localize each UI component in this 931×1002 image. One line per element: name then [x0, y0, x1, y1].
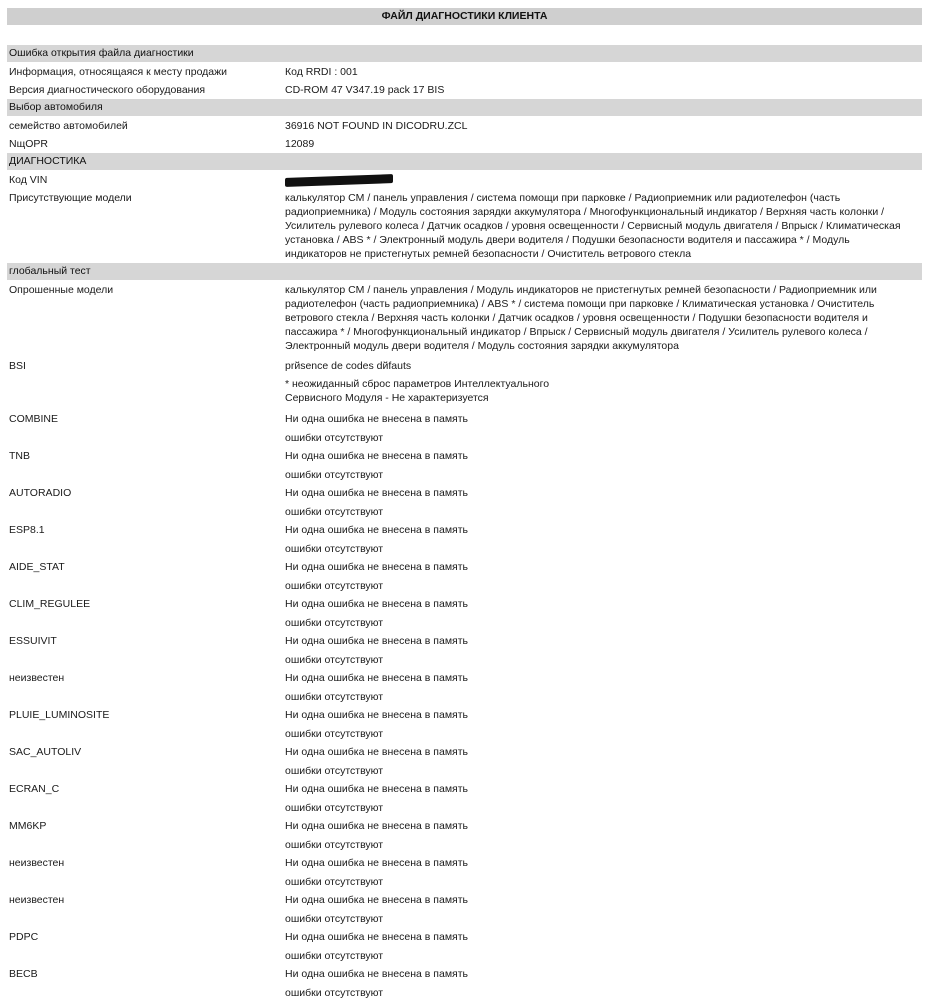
- info-value: 12089: [285, 137, 913, 151]
- info-label: семейство автомобилей: [7, 119, 285, 133]
- ecu-row: [7, 405, 922, 447]
- ecu-status-line: Ни одна ошибка не внесена в память: [285, 706, 913, 725]
- ecu-status-line: Ни одна ошибка не внесена в память: [285, 669, 913, 688]
- ecu-name: неизвестен: [7, 854, 285, 891]
- ecu-row: [7, 706, 922, 743]
- ecu-row-bsi: [7, 355, 922, 405]
- info-label: Версия диагностического оборудования: [7, 83, 285, 97]
- ecu-status-line: ошибки отсутствуют: [285, 688, 913, 707]
- ecu-status-line: Ни одна ошибка не внесена в память: [285, 965, 913, 984]
- ecu-status: [285, 891, 913, 928]
- info-value: CD-ROM 47 V347.19 pack 17 BIS: [285, 83, 913, 97]
- ecu-status-line: ошибки отсутствуют: [285, 947, 913, 966]
- ecu-name: AIDE_STAT: [7, 558, 285, 595]
- ecu-name: BECB: [7, 965, 285, 1002]
- ecu-status-line: ошибки отсутствуют: [285, 762, 913, 781]
- ecu-status-line: Ни одна ошибка не внесена в память: [285, 817, 913, 836]
- info-value: калькулятор CM / панель управления / Модуль индикаторов не пристегнутых ремней безопасности / Радиоприемник или радиотелефон (часть радиоприемника) / ABS * / система помощи при парковке / Климатическая установка / Очиститель ветрового стекла / Верхняя часть колонки / Датчик осадков / уровня освещенности / Подушки безопасности водителя и пассажира * / Многофункциональный индикатор / Впрыск / Сервисный модуль двигателя / Усилитель рулевого колеса / Электронный модуль двери водителя / Модуль состояния зарядки аккумулятора: [285, 283, 913, 353]
- ecu-status-line: Ни одна ошибка не внесена в память: [285, 558, 913, 577]
- ecu-row: [7, 817, 922, 854]
- ecu-status-line: ошибки отсутствуют: [285, 725, 913, 744]
- ecu-row: [7, 854, 922, 891]
- ecu-name: неизвестен: [7, 669, 285, 706]
- ecu-status: [285, 928, 913, 965]
- ecu-status-line: Ни одна ошибка не внесена в память: [285, 410, 913, 429]
- ecu-status-line: Ни одна ошибка не внесена в память: [285, 743, 913, 762]
- ecu-status-line: ошибки отсутствуют: [285, 799, 913, 818]
- info-row-polled: [7, 281, 922, 355]
- ecu-status-line: ошибки отсутствуют: [285, 503, 913, 522]
- ecu-status: [285, 854, 913, 891]
- ecu-status-line: ошибки отсутствуют: [285, 873, 913, 892]
- ecu-name: SAC_AUTOLIV: [7, 743, 285, 780]
- ecu-name: неизвестен: [7, 891, 285, 928]
- ecu-status-line: Ни одна ошибка не внесена в память: [285, 447, 913, 466]
- info-label: Информация, относящаяся к месту продажи: [7, 65, 285, 79]
- ecu-row: [7, 484, 922, 521]
- ecu-status: [285, 706, 913, 743]
- ecu-row: [7, 632, 922, 669]
- ecu-status: [285, 447, 913, 484]
- ecu-status-line: Ни одна ошибка не внесена в память: [285, 632, 913, 651]
- info-row-equipment: [7, 81, 922, 99]
- info-value: калькулятор CM / панель управления / система помощи при парковке / Радиоприемник или радиотелефон (часть радиоприемника) / Модуль состояния зарядки аккумулятора / Многофункциональный индикатор / Верхняя часть колонки / Усилитель рулевого колеса / Датчик осадков / уровня освещенности / Сервисный модуль двигателя / Впрыск / Климатическая установка / ABS * / Электронный модуль двери водителя / Подушки безопасности водителя и пассажира * / Модуль индикаторов не пристегнутых ремней безопасности / Очиститель ветрового стекла: [285, 191, 913, 261]
- ecu-status-line: ошибки отсутствуют: [285, 466, 913, 485]
- info-row-family: [7, 117, 922, 135]
- info-value: 36916 NOT FOUND IN DICODRU.ZCL: [285, 119, 913, 133]
- ecu-row: [7, 965, 922, 1002]
- info-label: Код VIN: [7, 173, 285, 187]
- section-open-error: Ошибка открытия файла диагностики: [7, 45, 922, 62]
- ecu-status-line: ошибки отсутствуют: [285, 429, 913, 448]
- ecu-name: TNB: [7, 447, 285, 484]
- ecu-status: [285, 780, 913, 817]
- ecu-name: BSI: [7, 359, 285, 405]
- ecu-status: [285, 595, 913, 632]
- info-label: Опрошенные модели: [7, 283, 285, 353]
- info-row-sale: [7, 63, 922, 81]
- ecu-status-line: Ни одна ошибка не внесена в память: [285, 854, 913, 873]
- page-title: ФАЙЛ ДИАГНОСТИКИ КЛИЕНТА: [7, 8, 922, 25]
- ecu-status-line: ошибки отсутствуют: [285, 614, 913, 633]
- ecu-status-line: prйsence de codes dйfauts: [285, 359, 913, 373]
- info-value: Код RRDI : 001: [285, 65, 913, 79]
- ecu-status: [285, 484, 913, 521]
- ecu-row: [7, 928, 922, 965]
- ecu-name: PLUIE_LUMINOSITE: [7, 706, 285, 743]
- ecu-status: [285, 743, 913, 780]
- section-diagnostics: ДИАГНОСТИКА: [7, 153, 922, 170]
- ecu-row: [7, 521, 922, 558]
- ecu-status: [285, 558, 913, 595]
- ecu-status-line: Ни одна ошибка не внесена в память: [285, 928, 913, 947]
- ecu-status-line: ошибки отсутствуют: [285, 836, 913, 855]
- ecu-status-line: Ни одна ошибка не внесена в память: [285, 595, 913, 614]
- section-global-test: глобальный тест: [7, 263, 922, 280]
- ecu-status-line: Ни одна ошибка не внесена в память: [285, 780, 913, 799]
- ecu-list: [7, 405, 922, 1002]
- ecu-row: [7, 558, 922, 595]
- ecu-status: [285, 410, 913, 447]
- ecu-status: [285, 632, 913, 669]
- info-row-nopr: [7, 135, 922, 153]
- ecu-row: [7, 447, 922, 484]
- diagnostic-report: [7, 8, 922, 1002]
- info-label: Присутствующие модели: [7, 191, 285, 261]
- section-vehicle-choice: Выбор автомобиля: [7, 99, 922, 116]
- ecu-status: [285, 669, 913, 706]
- ecu-status: [285, 359, 913, 405]
- ecu-name: ECRAN_C: [7, 780, 285, 817]
- ecu-name: AUTORADIO: [7, 484, 285, 521]
- ecu-status-line: ошибки отсутствуют: [285, 651, 913, 670]
- ecu-row: [7, 780, 922, 817]
- info-row-models: [7, 189, 922, 263]
- redacted-vin: [285, 174, 393, 187]
- ecu-status-line: Ни одна ошибка не внесена в память: [285, 521, 913, 540]
- ecu-status-line: ошибки отсутствуют: [285, 910, 913, 929]
- ecu-row: [7, 595, 922, 632]
- ecu-status-line: ошибки отсутствуют: [285, 577, 913, 596]
- ecu-name: PDPC: [7, 928, 285, 965]
- ecu-name: COMBINE: [7, 410, 285, 447]
- bsi-note: * неожиданный сброс параметров Интеллектуального Сервисного Модуля - Не характеризуется: [285, 373, 585, 405]
- ecu-status-line: Ни одна ошибка не внесена в память: [285, 484, 913, 503]
- ecu-row: [7, 669, 922, 706]
- ecu-status-line: Ни одна ошибка не внесена в память: [285, 891, 913, 910]
- ecu-status: [285, 521, 913, 558]
- info-label: NщOPR: [7, 137, 285, 151]
- ecu-row: [7, 743, 922, 780]
- ecu-status: [285, 817, 913, 854]
- ecu-name: CLIM_REGULEE: [7, 595, 285, 632]
- info-row-vin: [7, 171, 922, 189]
- ecu-name: ESSUIVIT: [7, 632, 285, 669]
- ecu-status-line: ошибки отсутствуют: [285, 540, 913, 559]
- ecu-row: [7, 891, 922, 928]
- vin-value: [285, 173, 913, 187]
- ecu-name: MM6KP: [7, 817, 285, 854]
- ecu-name: ESP8.1: [7, 521, 285, 558]
- ecu-status-line: ошибки отсутствуют: [285, 984, 913, 1002]
- spacer: [7, 25, 922, 45]
- ecu-status: [285, 965, 913, 1002]
